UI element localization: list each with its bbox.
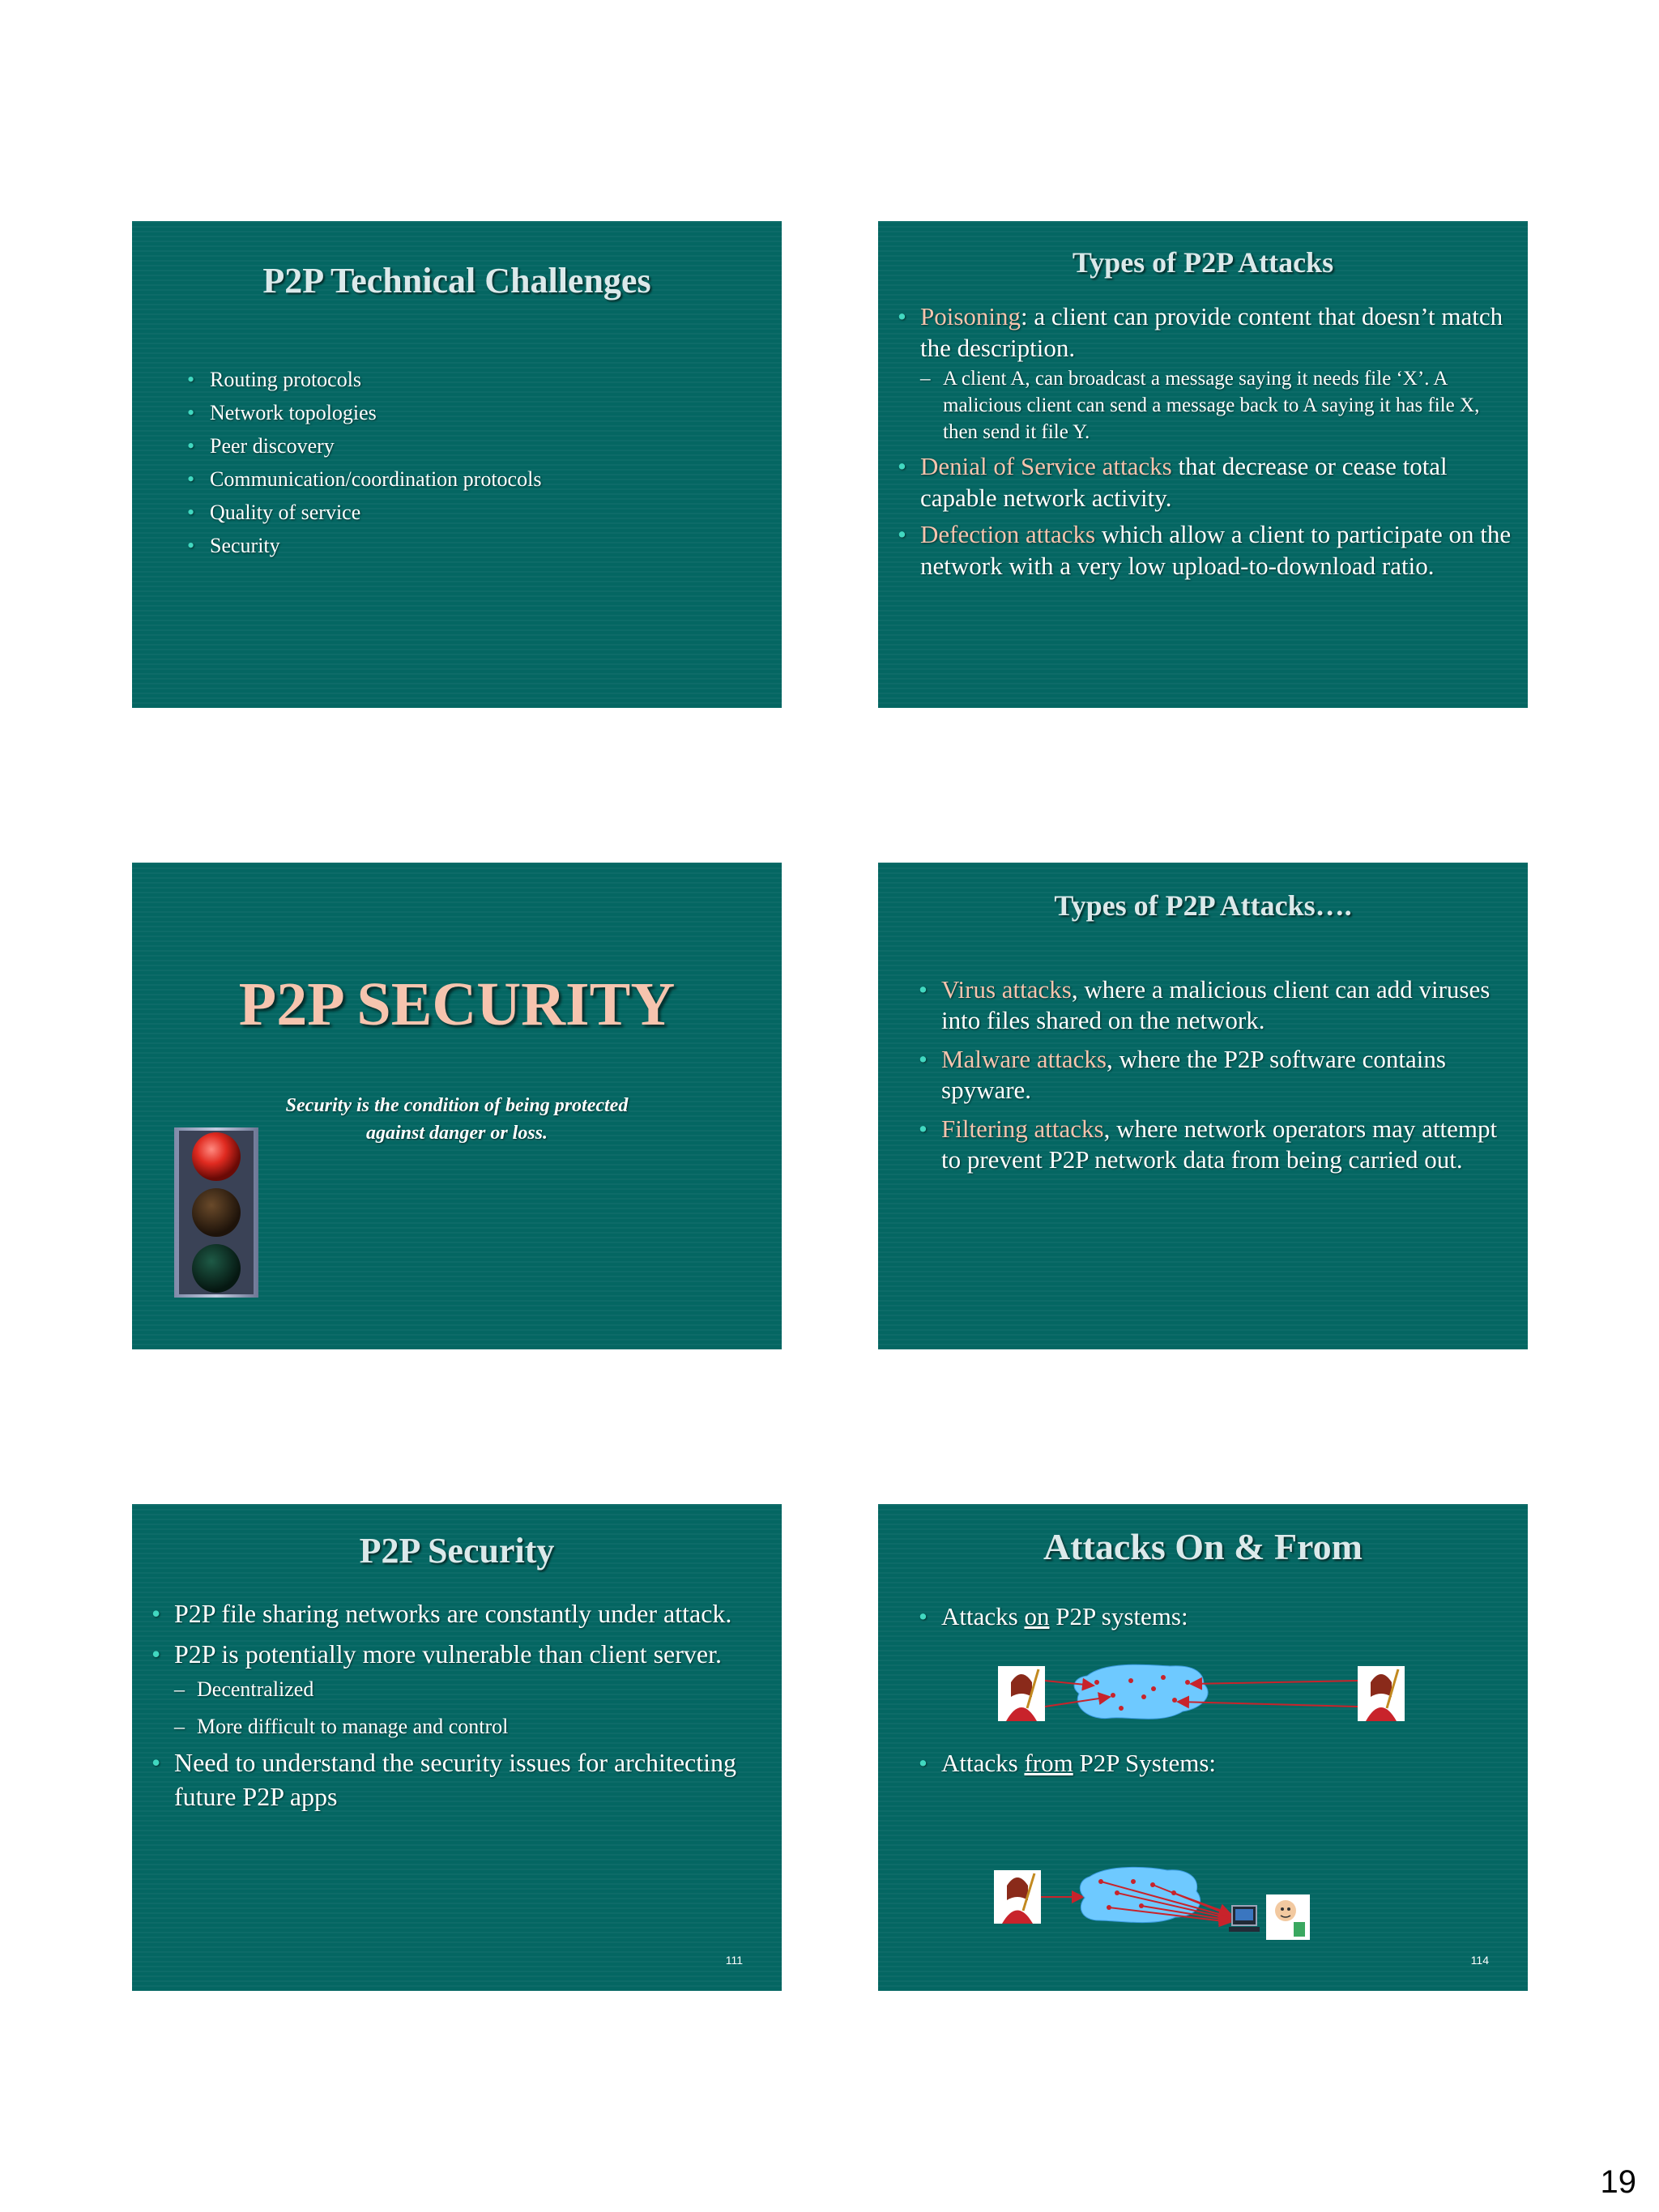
attacks-from-diagram: [987, 1860, 1311, 1941]
list-item: • Peer discovery: [187, 429, 541, 462]
slide-types-of-attacks: [878, 221, 1528, 708]
list-item: • Routing protocols: [187, 363, 541, 396]
attacks-on-diagram: [992, 1658, 1413, 1731]
bullet-list: [898, 300, 1513, 582]
slide-p2p-security: [132, 1504, 782, 1991]
slide-title: P2P Technical Challenges: [262, 261, 651, 300]
slide-attacks-on-from: [878, 1504, 1528, 1991]
p2p-network-cloud: [1074, 1664, 1208, 1719]
slide-types-of-attacks-cont: [878, 863, 1528, 1349]
slide-technical-challenges: [132, 221, 782, 708]
p2p-network-cloud: [1080, 1867, 1200, 1922]
list-item: • Poisoning: a client can provide content that doesn’t match the description. – A client A, can broadcast a message saying it needs file ‘X’. A malicious client can send a message back to A saying it has file X, then send it file Y.: [898, 300, 1513, 445]
sub-list: [174, 1671, 775, 1745]
bullet-list: [919, 974, 1510, 1175]
list-item: • Need to understand the security issues for architecting future P2P apps: [151, 1745, 775, 1813]
sub-item: – More difficult to manage and control: [174, 1708, 775, 1745]
list-item: • P2P is potentially more vulnerable than client server. – Decentralized – More difficult to manage and control: [151, 1637, 775, 1745]
attacker-icon: [994, 1870, 1041, 1924]
slide-number: 111: [725, 1954, 743, 1967]
list-item: • Communication/coordination protocols: [187, 462, 541, 496]
list-item: • Filtering attacks, where network operators may attempt to prevent P2P network data from being carried out.: [919, 1114, 1510, 1175]
slide-title: Types of P2P Attacks: [1072, 246, 1334, 279]
term: Defection attacks: [920, 520, 1096, 548]
list-item: • Quality of service: [187, 496, 541, 529]
bullet-list: [919, 1748, 1486, 1779]
attacker-icon: [1358, 1666, 1405, 1721]
list-item: • Defection attacks which allow a client to participate on the network with a very low upload-to-download ratio.: [898, 518, 1513, 582]
security-definition: Security is the condition of being protected against danger or loss.: [285, 1095, 629, 1144]
bullet-list: [187, 363, 541, 562]
computer-icon: [1229, 1906, 1260, 1932]
slide-p2p-security-intro: [132, 863, 782, 1349]
bullet-list: [151, 1596, 775, 1813]
list-item: • Security: [187, 529, 541, 562]
list-item: • Malware attacks, where the P2P software contains spyware.: [919, 1044, 1510, 1106]
term: Virus attacks: [941, 975, 1072, 1004]
page-number: 19: [1600, 2164, 1636, 2200]
sub-item: – A client A, can broadcast a message saying it needs file ‘X’. A malicious client can send a message back to A saying it has file X, then send it file Y.: [920, 365, 1513, 445]
slide-title: P2P SECURITY: [238, 970, 676, 1038]
slide-number: 114: [1470, 1954, 1489, 1967]
bullet-list: [919, 1601, 1486, 1632]
traffic-light-icon: [174, 1127, 258, 1298]
sub-item: – Decentralized: [174, 1671, 775, 1708]
term: Poisoning: [920, 302, 1021, 330]
list-item: • Attacks on P2P systems:: [919, 1601, 1486, 1632]
list-item: • P2P file sharing networks are constantly under attack.: [151, 1596, 775, 1630]
term: Filtering attacks: [941, 1115, 1104, 1143]
list-item: • Attacks from P2P Systems:: [919, 1748, 1486, 1779]
term: Malware attacks: [941, 1045, 1107, 1073]
attacker-icon: [998, 1666, 1045, 1721]
victim-icon: [1266, 1894, 1310, 1940]
slide-title: Attacks On & From: [1043, 1526, 1363, 1567]
list-item: • Virus attacks, where a malicious client can add viruses into files shared on the network.: [919, 974, 1510, 1036]
sub-list: [920, 365, 1513, 445]
term: Denial of Service attacks: [920, 452, 1172, 480]
list-item: • Network topologies: [187, 396, 541, 429]
list-item: • Denial of Service attacks that decrease or cease total capable network activity.: [898, 450, 1513, 514]
slide-title: Types of P2P Attacks….: [1054, 889, 1352, 922]
slide-title: P2P Security: [359, 1531, 555, 1571]
